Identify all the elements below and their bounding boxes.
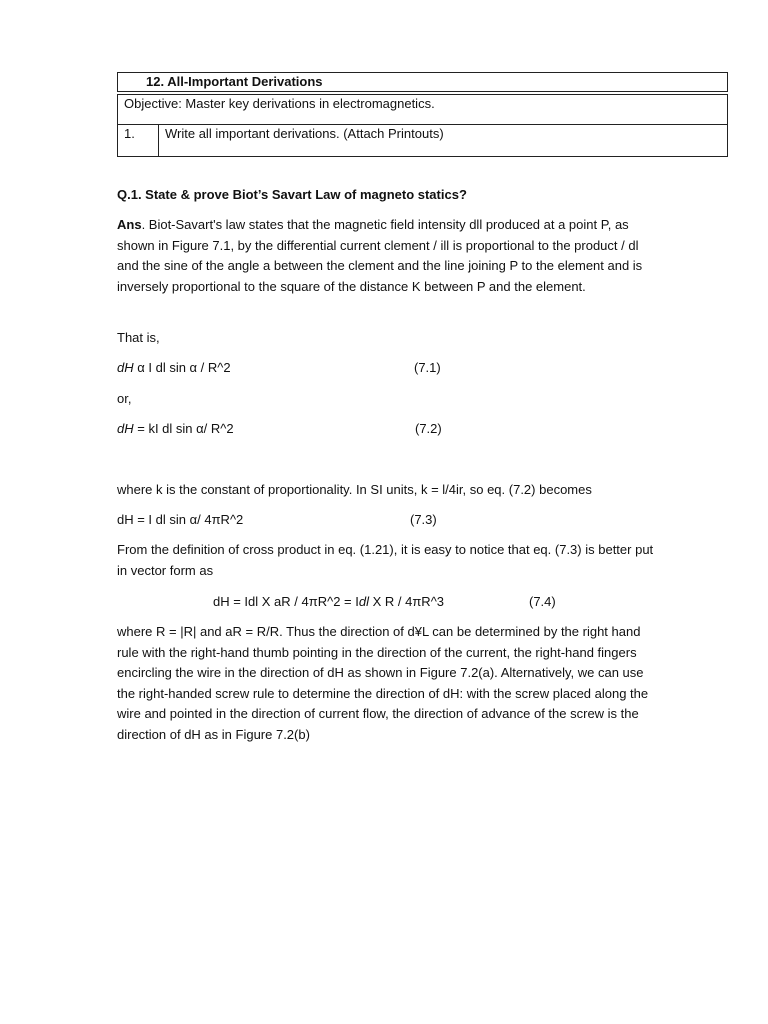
eq4-part-b: X R / 4πR^3 — [368, 594, 445, 609]
that-is-text: That is, — [117, 330, 160, 345]
header-table — [117, 72, 728, 157]
question-title: Q.1. State & prove Biot’s Savart Law of magneto statics? — [117, 187, 467, 202]
eq1-body: α I dl sin α / R^2 — [133, 360, 231, 375]
eq2-body: = kI dl sin α/ R^2 — [133, 421, 234, 436]
equation-7-4 — [213, 594, 444, 610]
answer-text: . Biot-Savart's law states that the magnetic field intensity dll produced at a point P, as shown in Figure 7.1, by the differential current clement / ill is proportional to the product / dl and the sine of the angle a between the clement and the line joining P to the element and is inversely proportional to the square of the distance K between P and the element. — [117, 217, 643, 294]
cross-product-paragraph: From the definition of cross product in eq. (1.21), it is easy to notice that eq. (7.3) is better put in vector form as — [117, 542, 654, 578]
equation-number-7-2: (7.2) — [415, 421, 442, 436]
equation-number-7-1: (7.1) — [414, 360, 441, 375]
equation-number-7-3: (7.3) — [410, 512, 437, 527]
task-number: 1. — [118, 125, 159, 156]
task-row — [117, 125, 728, 157]
answer-paragraph — [117, 215, 657, 297]
eq2-variable: dH — [117, 421, 134, 436]
objective-row: Objective: Master key derivations in electromagnetics. — [117, 94, 728, 125]
eq4-dl: dl — [358, 594, 369, 609]
or-text: or, — [117, 391, 132, 406]
equation-7-1 — [117, 360, 231, 376]
where-k-text: where k is the constant of proportionality. In SI units, k = l/4ir, so eq. (7.2) becomes — [117, 482, 592, 497]
task-text: Write all important derivations. (Attach Printouts) — [165, 126, 444, 141]
answer-label: Ans — [117, 217, 142, 232]
equation-number-7-4: (7.4) — [529, 594, 556, 609]
equation-7-3: dH = I dl sin α/ 4πR^2 — [117, 512, 244, 527]
where-r-paragraph: where R = |R| and aR = R/R. Thus the direction of d¥L can be determined by the right hand rule with the right-hand thumb pointing in the direction of the current, the right-hand fingers encircling the wire in the direction of dH as shown in Figure 7.2(a). Alternatively, we can use the right-handed screw rule to determine the direction of dH: with the screw placed along the wire and pointed in the direction of current flow, the direction of advance of the screw is the direction of dH as in Figure 7.2(b) — [117, 624, 649, 742]
eq4-part-a: dH = Idl X aR / 4πR^2 = I — [213, 594, 359, 609]
equation-7-2 — [117, 421, 234, 437]
eq1-variable: dH — [117, 360, 134, 375]
section-title: 12. All-Important Derivations — [117, 72, 728, 92]
